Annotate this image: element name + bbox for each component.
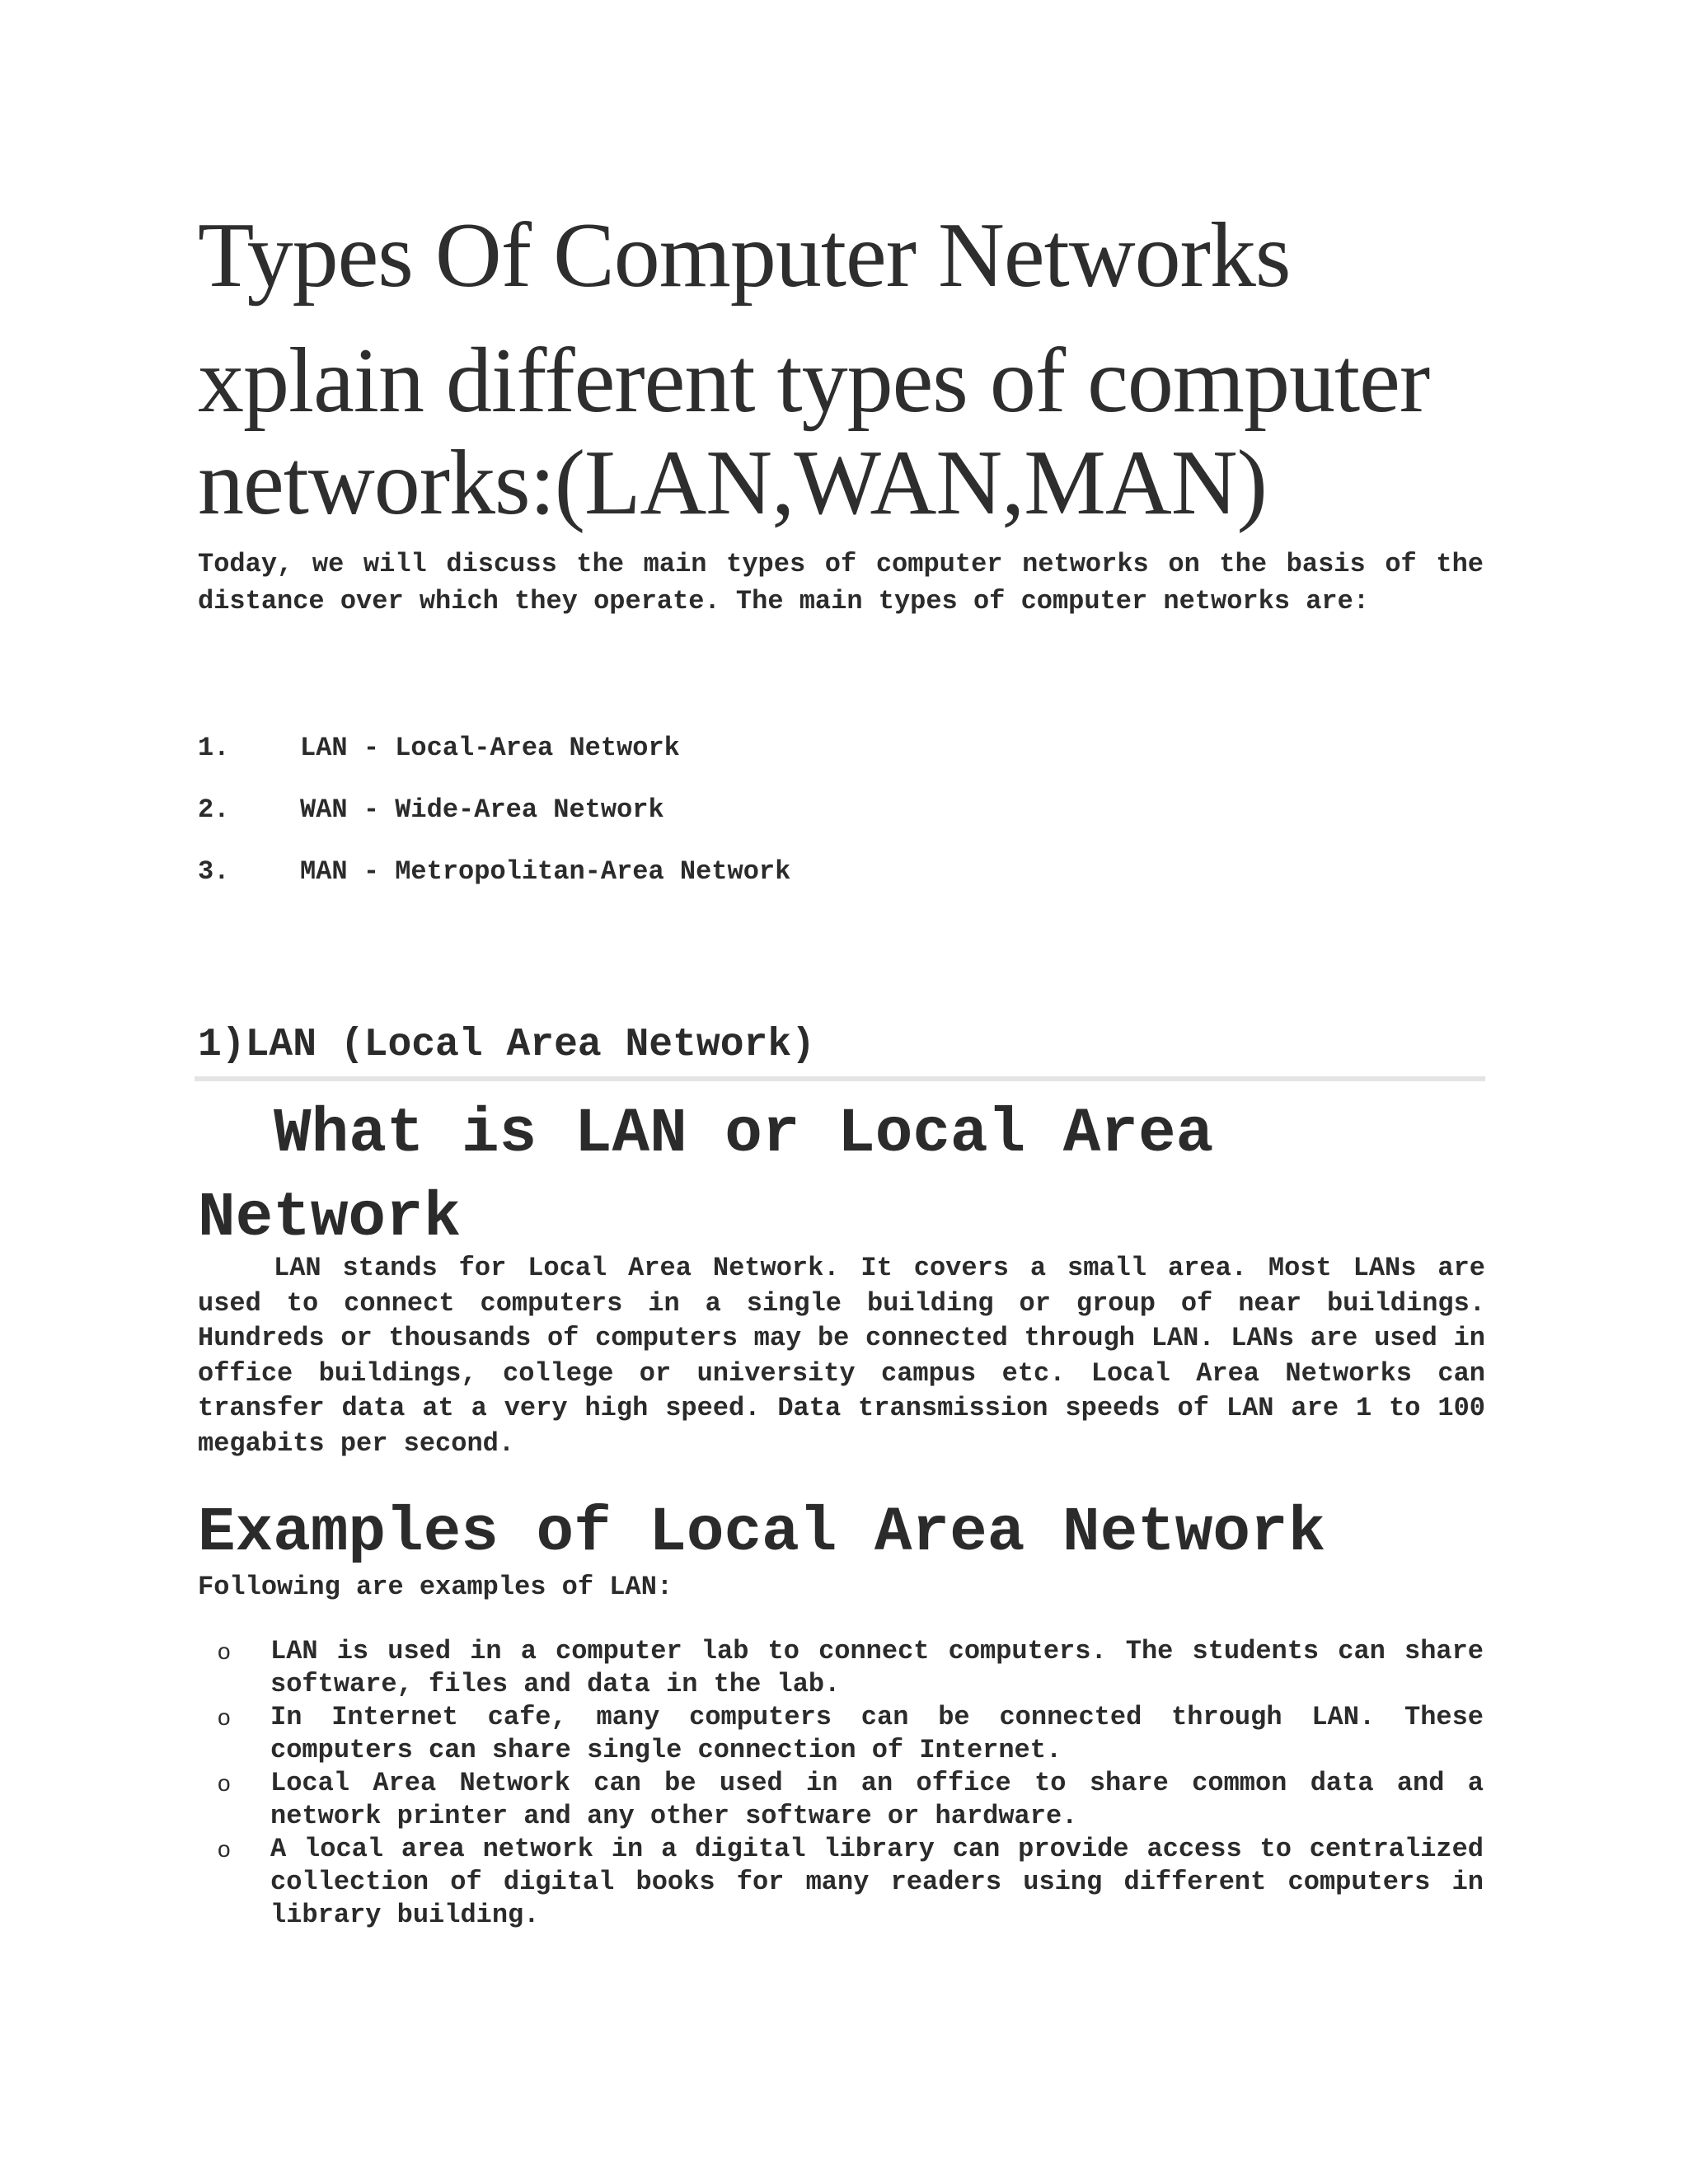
- bullet-icon: o: [218, 1836, 231, 1862]
- example-text: A local area network in a digital library can provide access to centralized collection of digital books for many readers using different computers in library building.: [270, 1834, 1484, 1930]
- list-item-label: MAN - Metropolitan-Area Network: [300, 856, 791, 887]
- list-item: [198, 1833, 1484, 1932]
- bullet-icon: o: [218, 1704, 231, 1730]
- list-item-number: 1.: [198, 733, 230, 763]
- list-item: [198, 1635, 1484, 1701]
- list-item-number: 2.: [198, 794, 230, 825]
- lan-definition-paragraph: LAN stands for Local Area Network. It covers a small area. Most LANs are used to connect computers in a single building or group of near buildings. Hundreds or thousands of computers may be connected through LAN. LANs are used in office buildings, college or university campus etc. Local Area Networks can transfer data at a very high speed. Data transmission speeds of LAN are 1 to 100 megabits per second.: [198, 1253, 1485, 1459]
- example-text: Local Area Network can be used in an office to share common data and a network printer and any other software or hardware.: [270, 1768, 1484, 1831]
- example-text: LAN is used in a computer lab to connect computers. The students can share software, files and data in the lab.: [270, 1636, 1484, 1699]
- list-item: [198, 1701, 1484, 1767]
- examples-intro: Following are examples of LAN:: [198, 1572, 673, 1602]
- list-item: [198, 729, 790, 791]
- list-item-label: LAN - Local-Area Network: [300, 733, 680, 763]
- example-text: In Internet cafe, many computers can be connected through LAN. These computers can share single connection of Internet.: [270, 1702, 1484, 1765]
- section-divider: [195, 1076, 1485, 1081]
- list-item: [198, 853, 790, 915]
- lan-definition-heading: What is LAN or Local Area Network: [198, 1099, 1214, 1254]
- examples-list: [198, 1635, 1484, 1932]
- section-heading-lan: 1)LAN (Local Area Network): [198, 1023, 815, 1067]
- network-types-list: [198, 729, 790, 915]
- bullet-icon: o: [218, 1638, 231, 1664]
- page-title: Types Of Computer Networks: [198, 204, 1291, 307]
- list-item-label: WAN - Wide-Area Network: [300, 794, 664, 825]
- examples-heading: Examples of Local Area Network: [198, 1497, 1326, 1568]
- list-item: [198, 1767, 1484, 1833]
- bullet-icon: o: [218, 1770, 231, 1796]
- intro-paragraph: Today, we will discuss the main types of computer networks on the basis of the distance over which they operate. The main types of computer networks are:: [198, 549, 1484, 616]
- list-item: [198, 791, 790, 853]
- page-subtitle: xplain different types of computer networks:(LAN,WAN,MAN): [198, 330, 1430, 534]
- list-item-number: 3.: [198, 856, 230, 887]
